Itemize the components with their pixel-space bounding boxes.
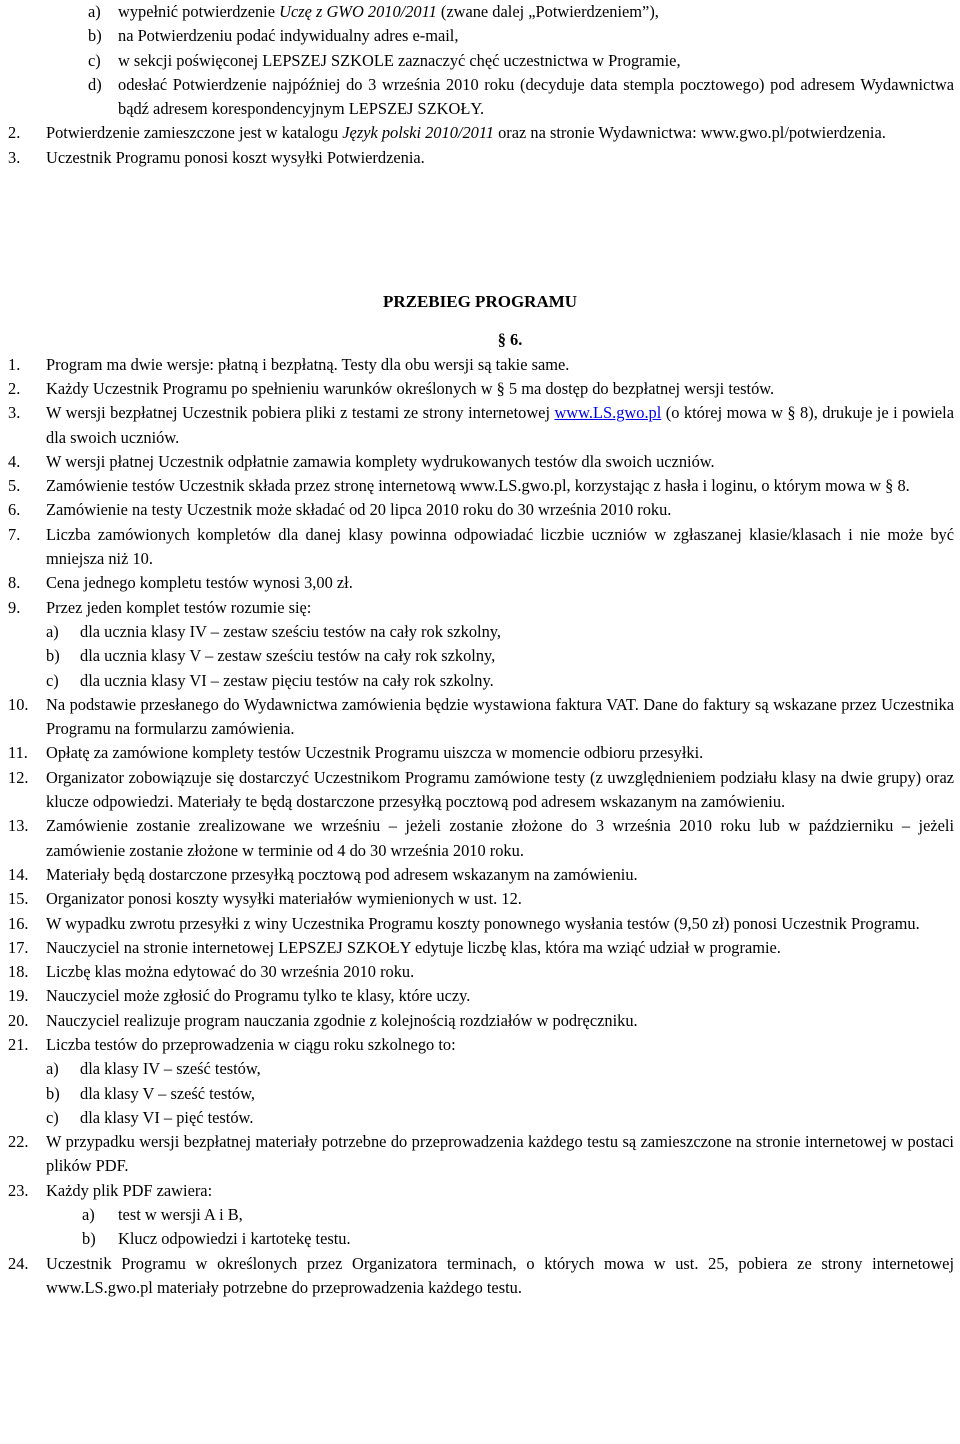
subitem-text-pre: wypełnić potwierdzenie — [118, 2, 280, 21]
item-text: Organizator zobowiązuje się dostarczyć Uczestnikom Programu zamówione testy (z uwzględnieniem podziału klasy na dwie grupy) oraz klucze odpowiedzi. Materiały te będą dostarczone przesyłką pocztową pod adresem wskazanym na zamówieniu. — [46, 767, 954, 812]
list-item — [0, 596, 960, 620]
top-item — [0, 121, 960, 145]
item-number: 13. — [8, 816, 29, 836]
sub-item-text: dla ucznia klasy VI – zestaw pięciu testów na cały rok szkolny. — [80, 670, 494, 690]
sub-item-marker: a) — [46, 1059, 59, 1079]
top-item — [0, 146, 960, 170]
item-text: Program ma dwie wersje: płatną i bezpłatną. Testy dla obu wersji są takie same. — [46, 354, 570, 374]
item-number: 3. — [8, 403, 21, 423]
sub-item — [0, 644, 960, 668]
top-subitem — [0, 24, 960, 48]
list-item — [0, 571, 960, 595]
item-text: Liczbę klas można edytować do 30 września 2010 roku. — [46, 962, 415, 982]
subitem-marker: a) — [88, 2, 101, 21]
subitem-text: na Potwierdzeniu podać indywidualny adres e-mail, — [118, 26, 459, 46]
list-item — [0, 1130, 960, 1179]
spacer — [0, 314, 960, 328]
item-number: 12. — [8, 767, 29, 787]
list-item — [0, 887, 960, 911]
item-text-post: (o której mowa w § 8), drukuje je i powiela dla swoich uczniów. — [46, 403, 954, 447]
subitem-marker: b) — [88, 26, 102, 46]
item-number: 1. — [8, 354, 21, 374]
item-text: Zamówienie testów Uczestnik składa przez stronę internetową www.LS.gwo.pl, korzystając z hasła i loginu, o którym mowa w § 8. — [46, 476, 910, 496]
item-number: 10. — [8, 694, 29, 714]
item-number: 11. — [8, 743, 28, 763]
section-paragraph-mark: § 6. — [497, 330, 523, 350]
item-text: W wersji płatnej Uczestnik odpłatnie zamawia komplety wydrukowanych testów dla swoich uczniów. — [46, 451, 715, 471]
item-text-pre: W wersji bezpłatnej Uczestnik pobiera pliki z testami ze strony internetowej — [46, 403, 555, 423]
sub-item-text: dla ucznia klasy IV – zestaw sześciu testów na cały rok szkolny, — [80, 621, 502, 641]
top-subitem — [0, 73, 960, 122]
list-item — [0, 984, 960, 1008]
item-text: Nauczyciel realizuje program nauczania zgodnie z kolejnością rozdziałów w podręczniku. — [46, 1010, 638, 1030]
sub-item-marker: b) — [82, 1229, 96, 1249]
item-text: Zamówienie zostanie zrealizowane we wrześniu – jeżeli zostanie złożone do 3 września 2010 roku lub w październiku – jeżeli zamówienie zostanie złożone w terminie od 4 do 30 września 2010 roku. — [46, 816, 954, 860]
sub-item — [0, 620, 960, 644]
sub-item — [0, 669, 960, 693]
item-text: Nauczyciel na stronie internetowej LEPSZEJ SZKOŁY edytuje liczbę klas, która ma wziąć udział w programie. — [46, 937, 781, 957]
subitem-text — [118, 0, 954, 24]
sub-item-text: Klucz odpowiedzi i kartotekę testu. — [118, 1229, 351, 1249]
sub-item-marker: b) — [46, 646, 60, 666]
section-title: PRZEBIEG PROGRAMU — [382, 292, 578, 312]
item-text: Każdy Uczestnik Programu po spełnieniu warunków określonych w § 5 ma dostęp do bezpłatnej wersji testów. — [46, 378, 775, 398]
sub-item — [0, 1203, 960, 1227]
sub-item-text: test w wersji A i B, — [118, 1205, 243, 1225]
subitem-text-post: (zwane dalej „Potwierdzeniem”), — [436, 2, 659, 21]
list-item — [0, 1252, 960, 1301]
list-item — [0, 912, 960, 936]
subitem-text: odesłać Potwierdzenie najpóźniej do 3 września 2010 roku (decyduje data stempla pocztowego) pod adresem Wydawnictwa bądź adresem korespondencyjnym LEPSZEJ SZKOŁY. — [118, 74, 954, 119]
sub-item-marker: c) — [46, 670, 59, 690]
item-text: W przypadku wersji bezpłatnej materiały potrzebne do przeprowadzenia każdego testu są zamieszczone na stronie internetowej w postaci plików PDF. — [46, 1132, 954, 1176]
sub-item-marker: c) — [46, 1107, 59, 1127]
sub-item-marker: a) — [46, 621, 59, 641]
website-link[interactable]: www.LS.gwo.pl — [554, 403, 662, 423]
list-item — [0, 741, 960, 765]
sub-item-text: dla klasy VI – pięć testów. — [80, 1107, 254, 1127]
subitem-text: w sekcji poświęconej LEPSZEJ SZKOLE zaznaczyć chęć uczestnictwa w Programie, — [118, 50, 681, 70]
item-text: Uczestnik Programu w określonych przez Organizatora terminach, o których mowa w ust. 25, pobiera ze strony internetowej www.LS.gwo.pl materiały potrzebne do przeprowadzenia każdego testu. — [46, 1253, 954, 1297]
sub-item-text: dla klasy IV – sześć testów, — [80, 1059, 261, 1079]
sub-item-text: dla ucznia klasy V – zestaw sześciu testów na cały rok szkolny, — [80, 646, 496, 666]
item-text — [46, 121, 954, 145]
item-text: Na podstawie przesłanego do Wydawnictwa zamówienia będzie wystawiona faktura VAT. Dane do faktury są wskazane przez Uczestnika Programu na formularzu zamówienia. — [46, 694, 954, 739]
list-item — [0, 936, 960, 960]
top-subitem — [0, 49, 960, 73]
item-number: 14. — [8, 864, 29, 884]
subitem-marker: c) — [88, 50, 101, 70]
item-number: 5. — [8, 476, 21, 496]
list-item — [0, 1009, 960, 1033]
list-item — [0, 1033, 960, 1057]
item-number: 24. — [8, 1253, 29, 1273]
item-text: Przez jeden komplet testów rozumie się: — [46, 597, 312, 617]
list-item — [0, 766, 960, 815]
item-number: 20. — [8, 1010, 29, 1030]
item-number: 4. — [8, 451, 21, 471]
sub-item — [0, 1227, 960, 1251]
top-subitem — [0, 0, 960, 24]
sub-item-marker: a) — [82, 1205, 95, 1225]
top-subitem-list — [0, 0, 960, 121]
item-text: Materiały będą dostarczone przesyłką pocztową pod adresem wskazanym na zamówieniu. — [46, 864, 638, 884]
item-list — [0, 353, 960, 1301]
item-number: 21. — [8, 1034, 29, 1054]
sub-item-marker: b) — [46, 1083, 60, 1103]
sub-item — [0, 1082, 960, 1106]
list-item — [0, 863, 960, 887]
item-number: 16. — [8, 913, 29, 933]
item-number: 8. — [8, 573, 21, 593]
list-item — [0, 353, 960, 377]
subitem-marker: d) — [88, 74, 102, 94]
sub-item — [0, 1057, 960, 1081]
list-item — [0, 693, 960, 742]
item-text: Liczba zamówionych kompletów dla danej klasy powinna odpowiadać liczbie uczniów w zgłaszanej klasie/klasach i nie może być mniejsza niż 10. — [46, 524, 954, 569]
item-text-pre: Potwierdzenie zamieszczone jest w katalogu — [46, 123, 343, 143]
item-text: Każdy plik PDF zawiera: — [46, 1180, 213, 1200]
blank-gap — [0, 170, 960, 290]
list-item — [0, 450, 960, 474]
item-number: 18. — [8, 962, 29, 982]
item-text: Uczestnik Programu ponosi koszt wysyłki Potwierdzenia. — [46, 147, 425, 167]
item-number: 2. — [8, 123, 21, 143]
list-item — [0, 960, 960, 984]
item-text: Opłatę za zamówione komplety testów Uczestnik Programu uiszcza w momencie odbioru przesyłki. — [46, 743, 704, 763]
item-number: 6. — [8, 500, 21, 520]
list-item — [0, 523, 960, 572]
item-text: W wypadku zwrotu przesyłki z winy Uczestnika Programu koszty ponownego wysłania testów (9,50 zł) ponosi Uczestnik Programu. — [46, 913, 920, 933]
item-text: Liczba testów do przeprowadzenia w ciągu roku szkolnego to: — [46, 1034, 456, 1054]
item-number: 19. — [8, 986, 29, 1006]
list-item — [0, 498, 960, 522]
item-number: 9. — [8, 597, 21, 617]
sub-item-text: dla klasy V – sześć testów, — [80, 1083, 255, 1103]
list-item — [0, 377, 960, 401]
item-number: 22. — [8, 1132, 29, 1152]
form-title: Uczę z GWO 2010/2011 — [279, 2, 437, 21]
item-number: 17. — [8, 937, 29, 957]
item-text — [46, 401, 954, 450]
list-item — [0, 1179, 960, 1203]
catalog-title: Język polski 2010/2011 — [342, 123, 495, 143]
sub-item — [0, 1106, 960, 1130]
item-number: 2. — [8, 378, 21, 398]
item-number: 7. — [8, 524, 21, 544]
item-text: Cena jednego kompletu testów wynosi 3,00 zł. — [46, 573, 353, 593]
item-text-post: oraz na stronie Wydawnictwa: www.gwo.pl/potwierdzenia. — [494, 123, 886, 143]
list-item — [0, 474, 960, 498]
item-text: Nauczyciel może zgłosić do Programu tylko te klasy, które uczy. — [46, 986, 471, 1006]
item-text: Organizator ponosi koszty wysyłki materiałów wymienionych w ust. 12. — [46, 889, 522, 909]
item-text: Zamówienie na testy Uczestnik może składać od 20 lipca 2010 roku do 30 września 2010 roku. — [46, 500, 672, 520]
item-number: 15. — [8, 889, 29, 909]
item-number: 23. — [8, 1180, 29, 1200]
list-item — [0, 401, 960, 450]
list-item — [0, 814, 960, 863]
item-number: 3. — [8, 147, 21, 167]
